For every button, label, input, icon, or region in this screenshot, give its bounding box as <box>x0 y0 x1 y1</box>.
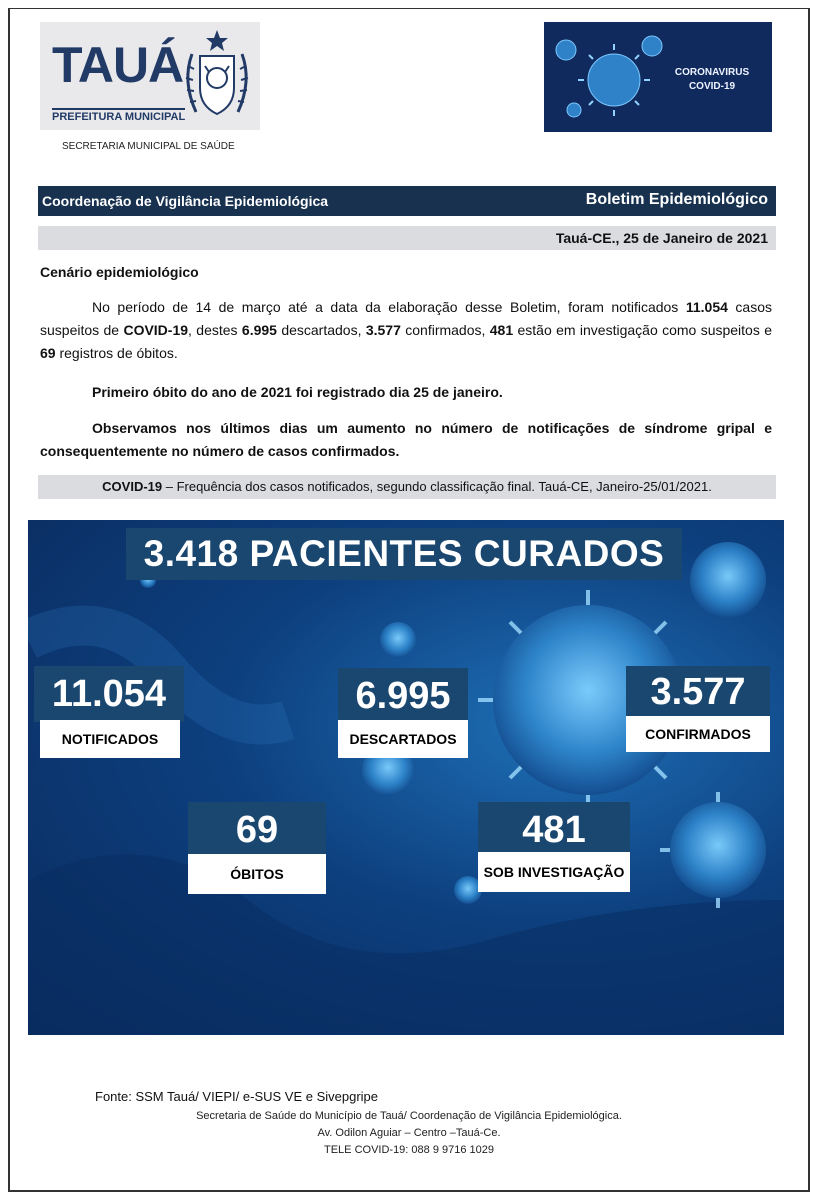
date-bar <box>38 226 776 250</box>
cured-headline: 3.418 PACIENTES CURADOS <box>126 528 682 580</box>
stat-notificados-label: NOTIFICADOS <box>40 720 180 758</box>
badge-line-2: COVID-19 <box>688 80 736 92</box>
infographic-panel <box>28 520 784 1035</box>
stat-obitos-label: ÓBITOS <box>188 854 326 894</box>
stat-confirmados-value: 3.577 <box>626 666 770 718</box>
coat-of-arms-icon <box>178 26 256 126</box>
footer-line-2: Av. Odilon Aguiar – Centro –Tauá-Ce. <box>317 1127 501 1139</box>
stat-confirmados-label: CONFIRMADOS <box>626 716 770 752</box>
badge-line-1: CORONAVIRUS <box>674 67 750 78</box>
title-bar <box>38 186 776 216</box>
stat-investigacao-value: 481 <box>478 802 630 858</box>
virus-background-icon <box>28 520 784 1035</box>
stat-descartados-label: DESCARTADOS <box>338 720 468 758</box>
paragraph-2: Primeiro óbito do ano de 2021 foi registrado dia 25 de janeiro. <box>92 384 503 400</box>
secretaria-label: SECRETARIA MUNICIPAL DE SAÚDE <box>62 141 235 152</box>
bulletin-date: Tauá-CE., 25 de Janeiro de 2021 <box>555 230 768 246</box>
bulletin-title: Boletim Epidemiológico <box>585 191 768 208</box>
paragraph-1: No período de 14 de março até a data da elaboração desse Boletim, foram notificados 11.054 casos suspeitos de COVID-19, destes 6.995 descartados, 3.577 confirmados, 481 estão em investigação como suspeitos e 69 registros de óbitos. <box>40 299 773 361</box>
coronavirus-badge <box>544 22 772 132</box>
stat-obitos-value: 69 <box>188 802 326 858</box>
stat-investigacao-label: SOB INVESTIGAÇÃO <box>478 852 630 892</box>
footer-line-1: Secretaria de Saúde do Município de Tauá/ Coordenação de Vigilância Epidemiológica. <box>196 1110 622 1122</box>
source-note: Fonte: SSM Tauá/ VIEPI/ e-SUS VE e Sivepgripe <box>95 1089 379 1104</box>
taua-logo <box>40 22 260 130</box>
logo-subtitle: PREFEITURA MUNICIPAL <box>52 108 185 123</box>
coordination-title: Coordenação de Vigilância Epidemiológica <box>42 193 329 209</box>
paragraph-3: Observamos nos últimos dias um aumento no número de notificações de síndrome gripal e consequentemente no número de casos confirmados. <box>40 420 772 459</box>
stat-descartados-value: 6.995 <box>338 668 468 724</box>
logo-title: TAUÁ <box>52 37 184 93</box>
section-title: Cenário epidemiológico <box>40 264 199 280</box>
stat-notificados-value: 11.054 <box>34 666 184 722</box>
figure-caption: COVID-19 – Frequência dos casos notificados, segundo classificação final. Tauá-CE, Janeiro-25/01/2021. <box>38 475 776 499</box>
footer-line-3: TELE COVID-19: 088 9 9716 1029 <box>324 1144 494 1156</box>
